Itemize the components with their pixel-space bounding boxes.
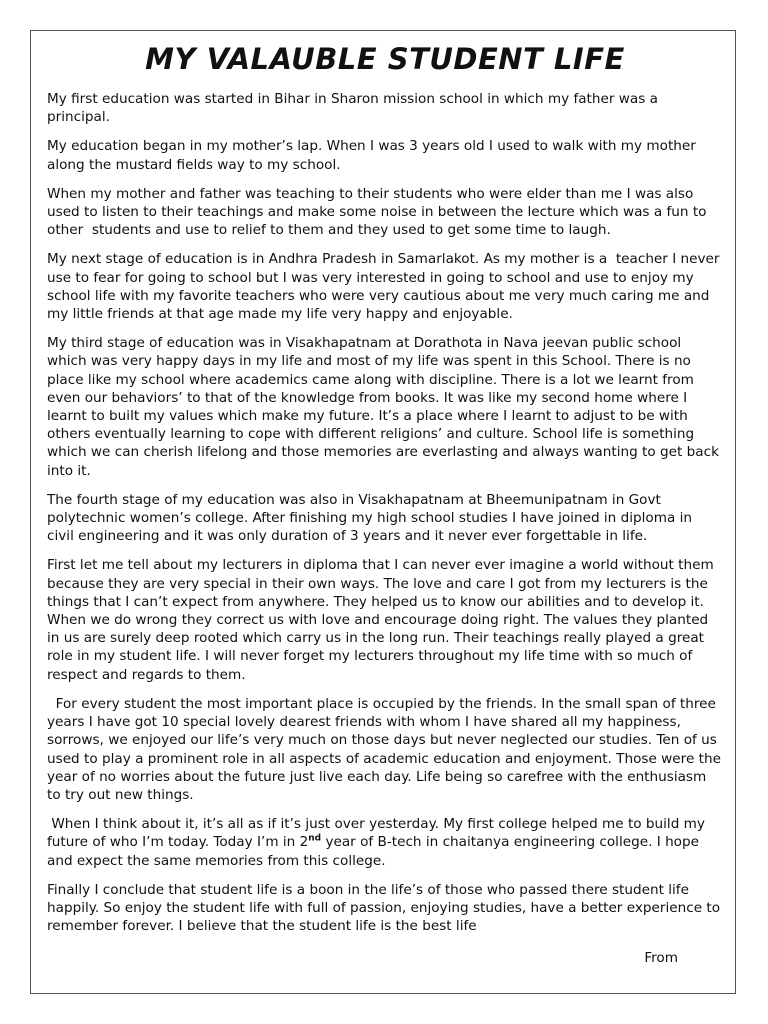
signoff: From xyxy=(644,950,678,967)
ordinal-superscript: nd xyxy=(308,833,322,844)
paragraph-2: My education began in my mother’s lap. When I was 3 years old I used to walk with my mother along the mustard fields way to my school. xyxy=(47,138,701,173)
paragraph-6: The fourth stage of my education was also in Visakhapatnam at Bheemunipatnam in Govt polytechnic women’s college. After finishing my high school studies I have joined in diploma in civil engineering and it was only duration of 3 years and it never ever forgettable in life. xyxy=(47,491,697,545)
paragraph-8: For every student the most important place is occupied by the friends. In the small span of three years I have got 10 special lovely dearest friends with whom I have shared all my happiness, sorrows, we enjoyed our life’s very much on those days but never neglected our studies. Ten of us used to play a prominent role in all aspects of academic education and enjoyment. Those were the year of no worries about the future just live each day. Life being so carefree with the enthusiasm to try out new things. xyxy=(47,695,726,803)
document-body xyxy=(47,42,726,967)
paragraph-7: First let me tell about my lecturers in diploma that I can never ever imagine a world without them because they are very special in their own ways. The love and care I got from my lecturers is the things that I can’t expect from anywhere. They helped us to know our abilities and to develop it. When we do wrong they correct us with love and encourage doing right. The values they planted in us are surely deep rooted which carry us in the long run. Their teachings really played a great role in my student life. I will never forget my lecturers throughout my life time with so much of respect and regards to them. xyxy=(47,557,719,683)
paragraph-1: My first education was started in Bihar in Sharon mission school in which my father was a principal. xyxy=(47,91,663,126)
document-title: MY VALAUBLE STUDENT LIFE xyxy=(145,42,625,76)
paragraph-9-text-start: When I think about it, it’s all as if it’s just over yesterday. My first college helped me to build my future of who I’m today. Today I’m in 2 xyxy=(47,816,710,851)
paragraph-9 xyxy=(47,815,723,870)
paragraph-3: When my mother and father was teaching to their students who were elder than me I was also used to listen to their teachings and make some noise in between the lecture which was a fun to other students and use to relief to them and they used to get some time to laugh. xyxy=(47,185,711,239)
paragraph-5: My third stage of education was in Visakhapatnam at Dorathota in Nava jeevan public school which was very happy days in my life and most of my life was spent in this School. There is no place like my school where academics came along with discipline. There is a lot we learnt from even our behaviors’ to that of the knowledge from books. It was like my second home where I learnt to built my values which make my future. It’s a place where I learnt to adjust to be with others eventually learning to cope with different religions’ and culture. School life is something which we can cherish lifelong and those memories are everlasting and always wanting to get back into it. xyxy=(47,335,724,479)
paragraph-9-text-end: year of B-tech in chaitanya engineering college. I hope and expect the same memories from this college. xyxy=(47,834,704,869)
paragraph-4: My next stage of education is in Andhra Pradesh in Samarlakot. As my mother is a teacher I never use to fear for going to school but I was very interested in going to school and use to enjoy my school life with my favorite teachers who were very cautious about me very much caring me and my little friends at that age made my life very happy and enjoyable. xyxy=(47,251,724,323)
paragraph-10: Finally I conclude that student life is a boon in the life’s of those who passed there student life happily. So enjoy the student life with full of passion, enjoying studies, have a better experience to remember forever. I believe that the student life is the best life xyxy=(47,881,725,935)
